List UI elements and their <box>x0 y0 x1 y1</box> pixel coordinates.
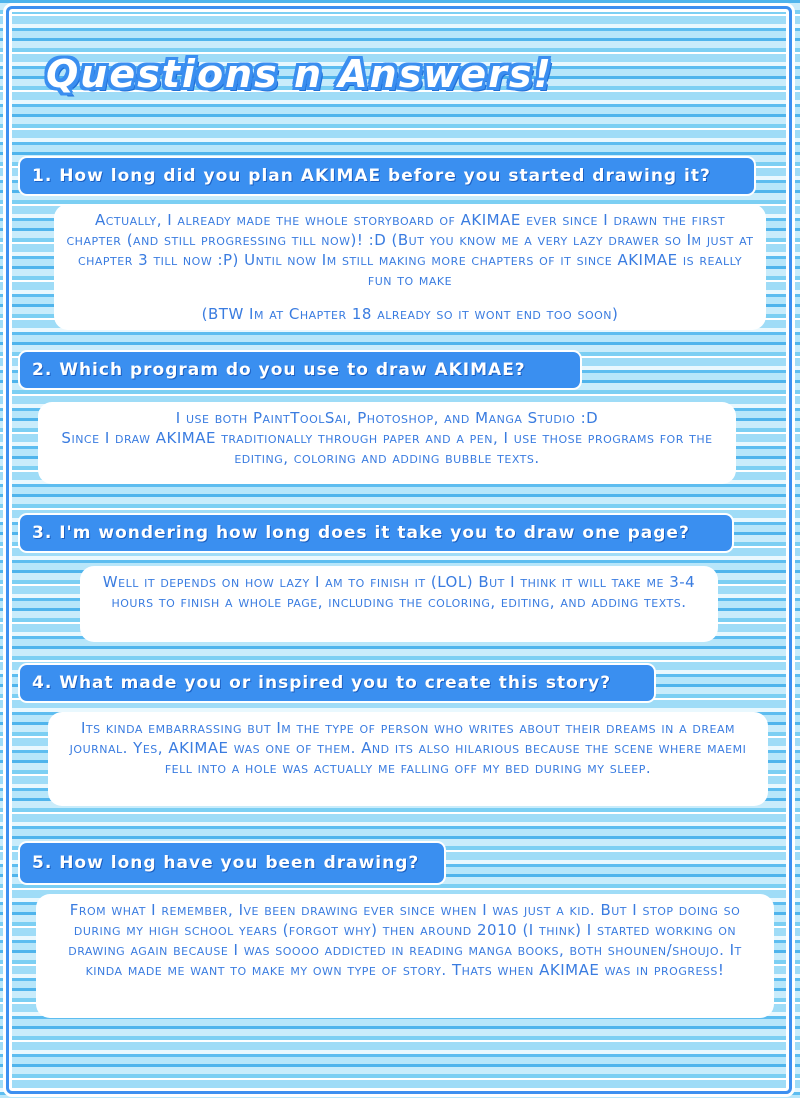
answer-4-text: Its kinda embarrassing but Im the type of person who writes about their dreams in a dream journal. Yes, AKIMAE was one of them. And its also hilarious because the scene where maemi fell into a hole was actually me falling off my bed during my sleep. <box>69 719 747 777</box>
answer-3-text: Well it depends on how lazy I am to finish it (LOL) But I think it will take me 3-4 hours to finish a whole page, including the coloring, editing, and adding texts. <box>102 573 696 611</box>
answer-2-text: I use both PaintToolSai, Photoshop, and Manga Studio :D <box>175 409 599 427</box>
answer-1 <box>54 204 766 330</box>
answer-3 <box>80 566 718 642</box>
answer-5 <box>36 894 774 1018</box>
answer-1-note: (BTW Im at Chapter 18 already so it wont end too soon) <box>201 305 619 323</box>
question-4: 4. What made you or inspired you to create this story? <box>20 665 654 701</box>
answer-4 <box>48 712 768 806</box>
question-2: 2. Which program do you use to draw AKIMAE? <box>20 352 580 388</box>
question-3: 3. I'm wondering how long does it take you to draw one page? <box>20 515 732 551</box>
question-5: 5. How long have you been drawing? <box>20 843 444 883</box>
answer-2 <box>38 402 736 484</box>
answer-2-text-2: Since I draw AKIMAE traditionally through paper and a pen, I use those programs for the editing, coloring and adding bubble texts. <box>61 429 713 467</box>
page-title: Questions n Answers! <box>46 52 553 96</box>
answer-5-text: From what I remember, Ive been drawing ever since when I was just a kid. But I stop doing so during my high school years (forgot why) then around 2010 (I think) I started working on drawing again because I was soooo addicted in reading manga books, both shounen/shoujo. It kinda made me want to make my own type of story. Thats when AKIMAE was in progress! <box>68 901 742 979</box>
answer-1-text: Actually, I already made the whole storyboard of AKIMAE ever since I drawn the first chapter (and still progressing till now)! :D (But you know me a very lazy drawer so Im just at chapter 3 till now :P) Until now Im still making more chapters of it since AKIMAE is really fun to make <box>66 211 754 289</box>
question-1: 1. How long did you plan AKIMAE before you started drawing it? <box>20 158 754 194</box>
